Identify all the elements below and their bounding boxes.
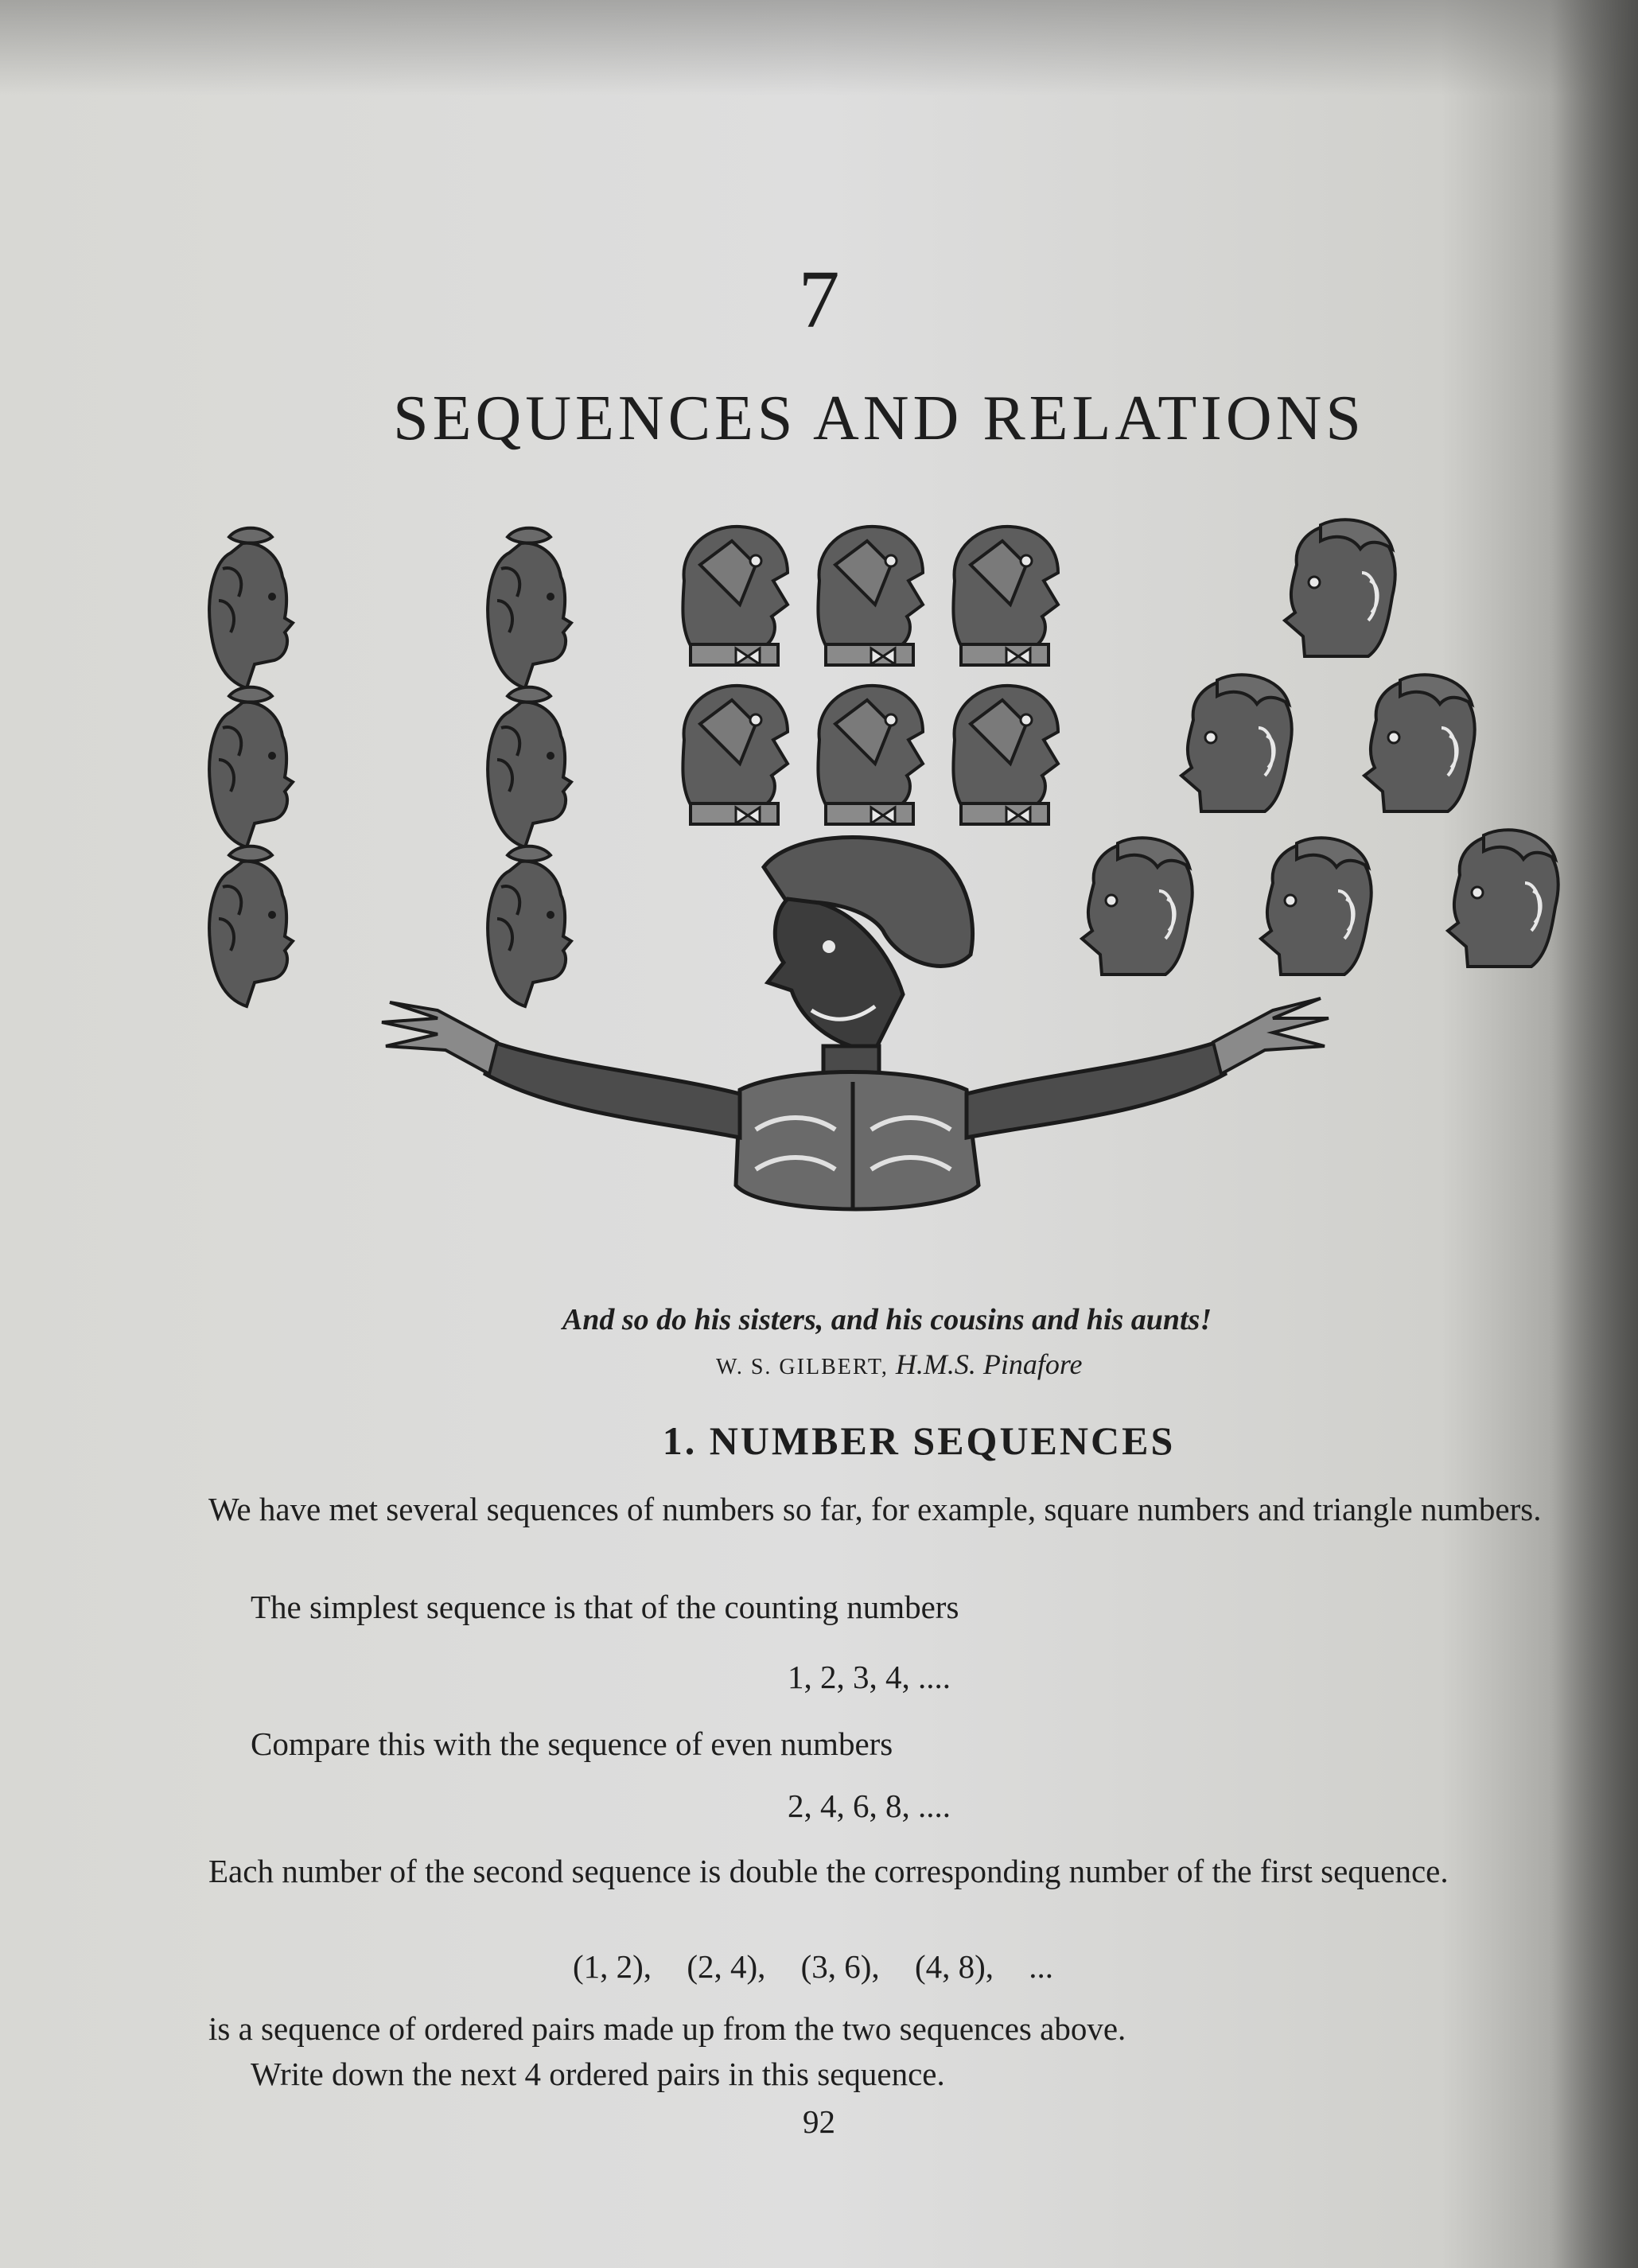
sister-head-icon: [488, 687, 571, 847]
paragraph-even-numbers: Compare this with the sequence of even numbers: [251, 1725, 893, 1762]
sister-head-icon: [488, 846, 571, 1006]
page-top-shadow: [0, 0, 1638, 95]
ordered-pair: (3, 6),: [800, 1948, 880, 1985]
sister-head-icon: [209, 687, 293, 847]
aunt-head-icon: [1261, 838, 1371, 975]
ordered-pair-ellipsis: ...: [1029, 1948, 1053, 1985]
sequence-counting: 1, 2, 3, 4, ....: [788, 1659, 951, 1695]
paragraph-double: Each number of the second sequence is double the corresponding number of the first sequence.: [208, 1853, 1449, 1889]
cousin-head-icon: [683, 527, 788, 665]
sister-head-icon: [488, 528, 571, 688]
paragraph-ordered-pairs: is a sequence of ordered pairs made up from the two sequences above.: [208, 2010, 1126, 2047]
paragraph-counting-numbers: The simplest sequence is that of the counting numbers: [251, 1589, 959, 1625]
chapter-title: SEQUENCES AND RELATIONS: [393, 383, 1365, 453]
paragraph-exercise: Write down the next 4 ordered pairs in this sequence.: [251, 2056, 945, 2092]
aunt-head-icon: [1448, 830, 1558, 967]
ordered-pair: (2, 4),: [687, 1948, 766, 1985]
cousin-head-icon: [818, 527, 923, 665]
heads-and-figure-illustration: [183, 501, 1567, 1281]
paragraph-intro: We have met several sequences of numbers so far, for example, square numbers and triangle numbers.: [208, 1491, 1542, 1527]
epigraph-attribution: [716, 1348, 1083, 1382]
ordered-pair: (1, 2),: [573, 1948, 652, 1985]
epigraph-quote: And so do his sisters, and his cousins and his aunts!: [562, 1303, 1212, 1336]
sister-head-icon: [209, 846, 293, 1006]
section-heading: 1. NUMBER SEQUENCES: [662, 1418, 1176, 1463]
aunt-head-icon: [1082, 838, 1193, 975]
cousin-head-icon: [683, 686, 788, 824]
aunt-head-icon: [1364, 675, 1475, 811]
ordered-pair: (4, 8),: [914, 1948, 994, 1985]
cousin-head-icon: [953, 686, 1058, 824]
aunt-head-icon: [1285, 519, 1395, 656]
page-number: 92: [803, 2103, 835, 2140]
aunt-head-icon: [1181, 675, 1292, 811]
ordered-pairs-sequence: [573, 1943, 1080, 1990]
sequence-even: 2, 4, 6, 8, ....: [788, 1788, 951, 1824]
sister-head-icon: [209, 528, 293, 688]
epigraph-author: W. S. GILBERT,: [716, 1355, 889, 1379]
cousin-head-icon: [953, 527, 1058, 665]
cousin-head-icon: [818, 686, 923, 824]
epigraph-work: H.M.S. Pinafore: [895, 1348, 1083, 1380]
chapter-number: 7: [798, 254, 840, 345]
